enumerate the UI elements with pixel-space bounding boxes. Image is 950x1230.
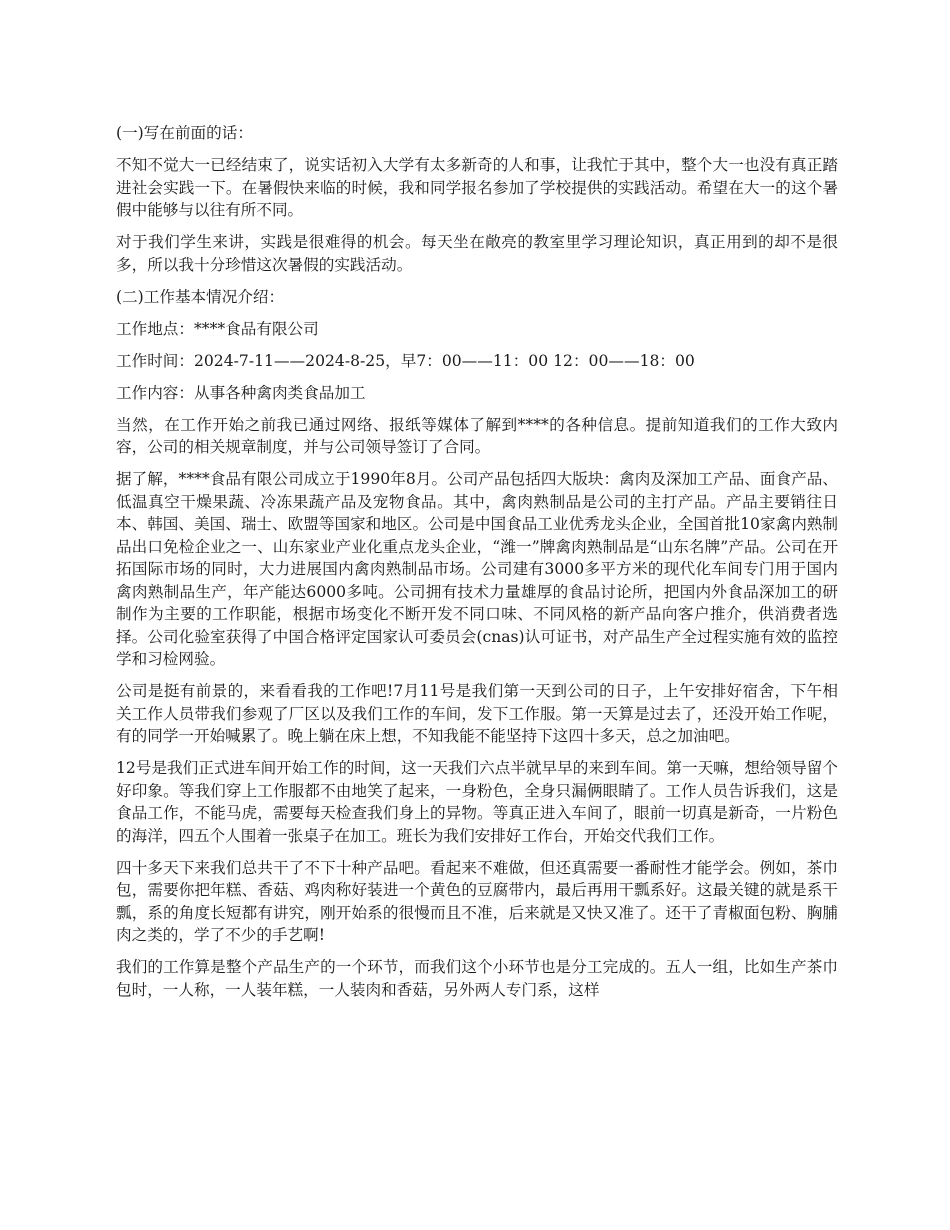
document-body — [116, 122, 838, 1011]
paragraph-opportunity: 对于我们学生来讲，实践是很难得的机会。每天坐在敞亮的教室里学习理论知识，真正用到的却不是很多，所以我十分珍惜这次暑假的实践活动。 — [116, 233, 838, 274]
section-heading-1: (一)写在前面的话： — [116, 124, 253, 142]
paragraph-preparation: 当然，在工作开始之前我已通过网络、报纸等媒体了解到****的各种信息。提前知道我们的工作大致内容，公司的相关规章制度，并与公司领导签订了合同。 — [116, 415, 838, 456]
work-location: 工作地点：****食品有限公司 — [116, 319, 319, 338]
paragraph-products: 四十多天下来我们总共干了不下十种产品吧。看起来不难做，但还真需要一番耐性才能学会。例如，茶巾包，需要你把年糕、香菇、鸡肉称好装进一个黄色的豆腐带内，最后再用干瓢系好。这最关键的就是系干瓢，系的角度长短都有讲究，刚开始系的很慢而且不准，后来就是又快又准了。还干了青椒面包粉、胸脯肉之类的，学了不少的手艺啊! — [116, 858, 838, 944]
paragraph-intro: 不知不觉大一已经结束了，说实话初入大学有太多新奇的人和事，让我忙于其中，整个大一也没有真正踏进社会实践一下。在暑假快来临的时候，我和同学报名参加了学校提供的实践活动。希望在大一的这个暑假中能够与以往有所不同。 — [116, 156, 838, 219]
paragraph-teamwork: 我们的工作算是整个产品生产的一个环节，而我们这个小环节也是分工完成的。五人一组，比如生产茶巾包时，一人称，一人装年糕，一人装肉和香菇，另外两人专门系，这样 — [116, 958, 838, 999]
paragraph-first-day: 公司是挺有前景的，来看看我的工作吧!7月11号是我们第一天到公司的日子，上午安排好宿舍，下午相关工作人员带我们参观了厂区以及我们工作的车间，发下工作服。第一天算是过去了，还没开始工作呢，有的同学一开始喊累了。晚上躺在床上想，不知我能不能坚持下这四十多天，总之加油吧。 — [116, 682, 838, 745]
paragraph-workshop: 12号是我们正式进车间开始工作的时间，这一天我们六点半就早早的来到车间。第一天嘛，想给领导留个好印象。等我们穿上工作服都不由地笑了起来，一身粉色，全身只漏俩眼睛了。工作人员告诉我们，这是食品工作，不能马虎，需要每天检查我们身上的异物。等真正进入车间了，眼前一切真是新奇，一片粉色的海洋，四五个人围着一张桌子在加工。班长为我们安排好工作台，开始交代我们工作。 — [116, 759, 838, 845]
section-heading-2: (二)工作基本情况介绍： — [116, 287, 285, 306]
paragraph-company-info: 据了解，****食品有限公司成立于1990年8月。公司产品包括四大版块：禽肉及深加工产品、面食产品、低温真空干燥果蔬、冷冻果蔬产品及宠物食品。其中，禽肉熟制品是公司的主打产品。产品主要销往日本、韩国、美国、瑞士、欧盟等国家和地区。公司是中国食品工业优秀龙头企业，全国首批10家禽内熟制品出口免检企业之一、山东家业产业化重点龙头企业，“潍一”牌禽肉熟制品是“山东名牌”产品。公司在开拓国际市场的同时，大力进展国内禽肉熟制品市场。公司建有3000多平方米的现代化车间专门用于国内禽肉熟制品生产，年产能达6000多吨。公司拥有技术力量雄厚的食品讨论所，把国内外食品深加工的研制作为主要的工作职能，根据市场变化不断开发不同口味、不同风格的新产品向客户推介，供消费者选择。公司化验室获得了中国合格评定国家认可委员会(cnas)认可证书，对产品生产全过程实施有效的监控学和习检网验。 — [116, 470, 838, 668]
work-time: 工作时间：2024-7-11——2024-8-25，早7：00——11：00 12：00——18：00 — [116, 351, 695, 370]
work-content: 工作内容：从事各种禽肉类食品加工 — [116, 383, 366, 402]
